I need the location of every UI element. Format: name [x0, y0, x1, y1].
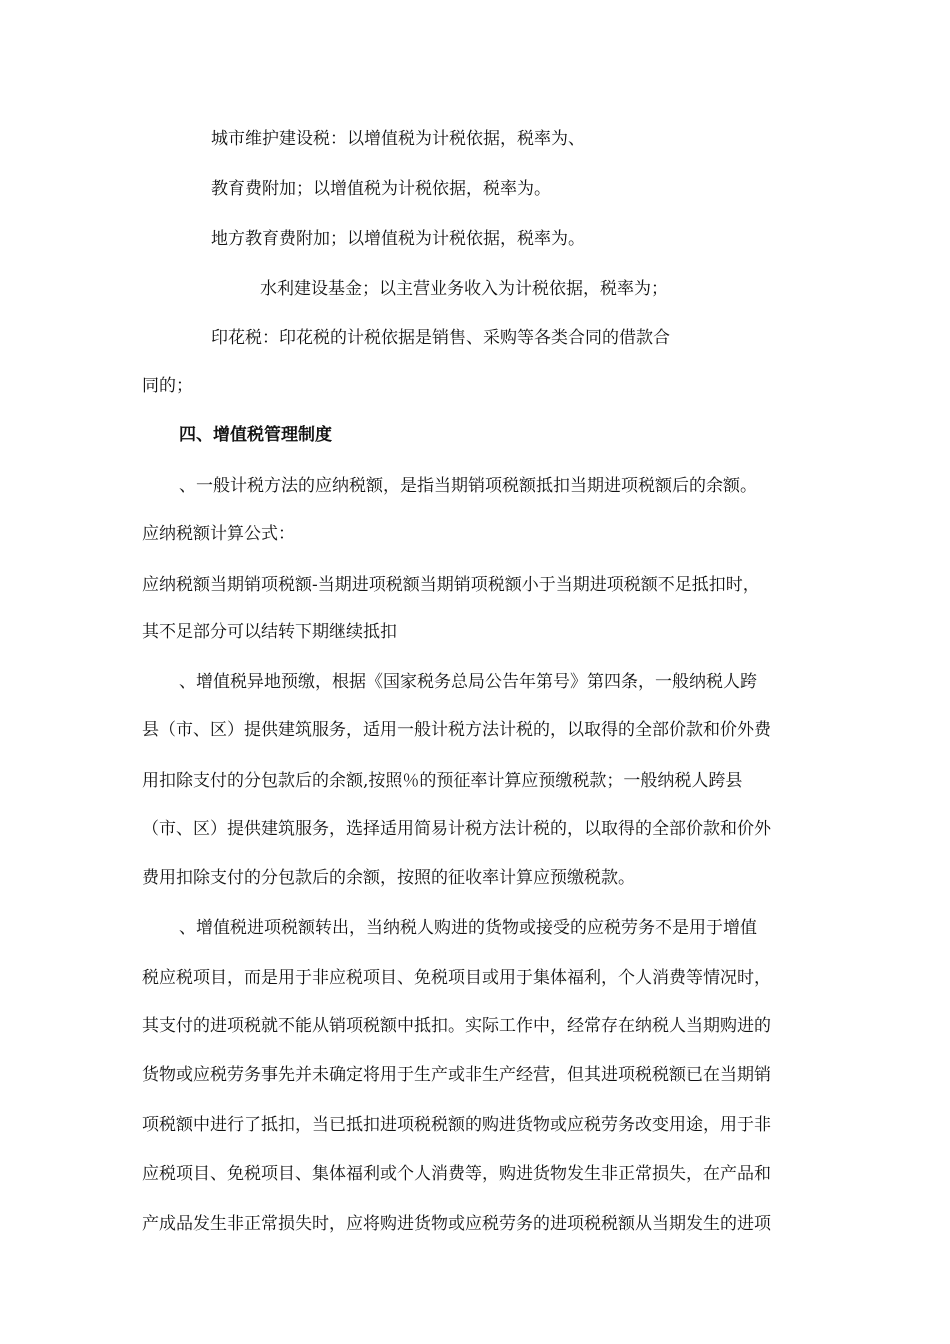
paragraph-general-method: 、一般计税方法的应纳税额，是指当期销项税额抵扣当期进项税额后的余额。 [179, 476, 757, 496]
paragraph-input-tax-line3: 其支付的进项税就不能从销项税额中抵扣。实际工作中，经常存在纳税人当期购进的 [142, 1016, 771, 1036]
paragraph-prepayment-line2: 县（市、区）提供建筑服务，适用一般计税方法计税的，以取得的全部价款和价外费 [142, 720, 771, 740]
paragraph-city-maintenance-tax: 城市维护建设税：以增值税为计税依据，税率为、 [211, 129, 585, 149]
paragraph-education-surcharge: 教育费附加；以增值税为计税依据，税率为。 [211, 179, 551, 199]
section-heading: 四、增值税管理制度 [179, 425, 332, 445]
paragraph-input-tax-line2: 税应税项目，而是用于非应税项目、免税项目或用于集体福利，个人消费等情况时， [142, 968, 771, 988]
paragraph-local-education-surcharge: 地方教育费附加；以增值税为计税依据，税率为。 [211, 229, 585, 249]
paragraph-input-tax-line4: 货物或应税劳务事先并未确定将用于生产或非生产经营，但其进项税税额已在当期销 [142, 1065, 771, 1085]
formula-text-cont: 其不足部分可以结转下期继续抵扣 [142, 622, 397, 642]
formula-label: 应纳税额计算公式： [142, 524, 295, 544]
paragraph-prepayment-line3: 用扣除支付的分包款后的余额,按照％的预征率计算应预缴税款；一般纳税人跨县 [142, 771, 743, 791]
formula-text: 应纳税额当期销项税额-当期进项税额当期销项税额小于当期进项税额不足抵扣时， [142, 575, 760, 595]
paragraph-prepayment-line4: （市、区）提供建筑服务，选择适用简易计税方法计税的，以取得的全部价款和价外 [142, 819, 771, 839]
paragraph-stamp-duty-cont: 同的； [142, 376, 193, 396]
paragraph-input-tax-line5: 项税额中进行了抵扣，当已抵扣进项税税额的购进货物或应税劳务改变用途，用于非 [142, 1115, 771, 1135]
paragraph-input-tax-line6: 应税项目、免税项目、集体福利或个人消费等，购进货物发生非正常损失，在产品和 [142, 1164, 771, 1184]
paragraph-input-tax-transfer: 、增值税进项税额转出，当纳税人购进的货物或接受的应税劳务不是用于增值 [179, 918, 757, 938]
paragraph-prepayment: 、增值税异地预缴，根据《国家税务总局公告年第号》第四条，一般纳税人跨 [179, 672, 757, 692]
paragraph-water-conservancy-fund: 水利建设基金；以主营业务收入为计税依据，税率为； [260, 279, 668, 299]
paragraph-input-tax-line7: 产成品发生非正常损失时，应将购进货物或应税劳务的进项税税额从当期发生的进项 [142, 1214, 771, 1234]
paragraph-prepayment-line5: 费用扣除支付的分包款后的余额，按照的征收率计算应预缴税款。 [142, 868, 635, 888]
paragraph-stamp-duty: 印花税：印花税的计税依据是销售、采购等各类合同的借款合 [211, 328, 670, 348]
